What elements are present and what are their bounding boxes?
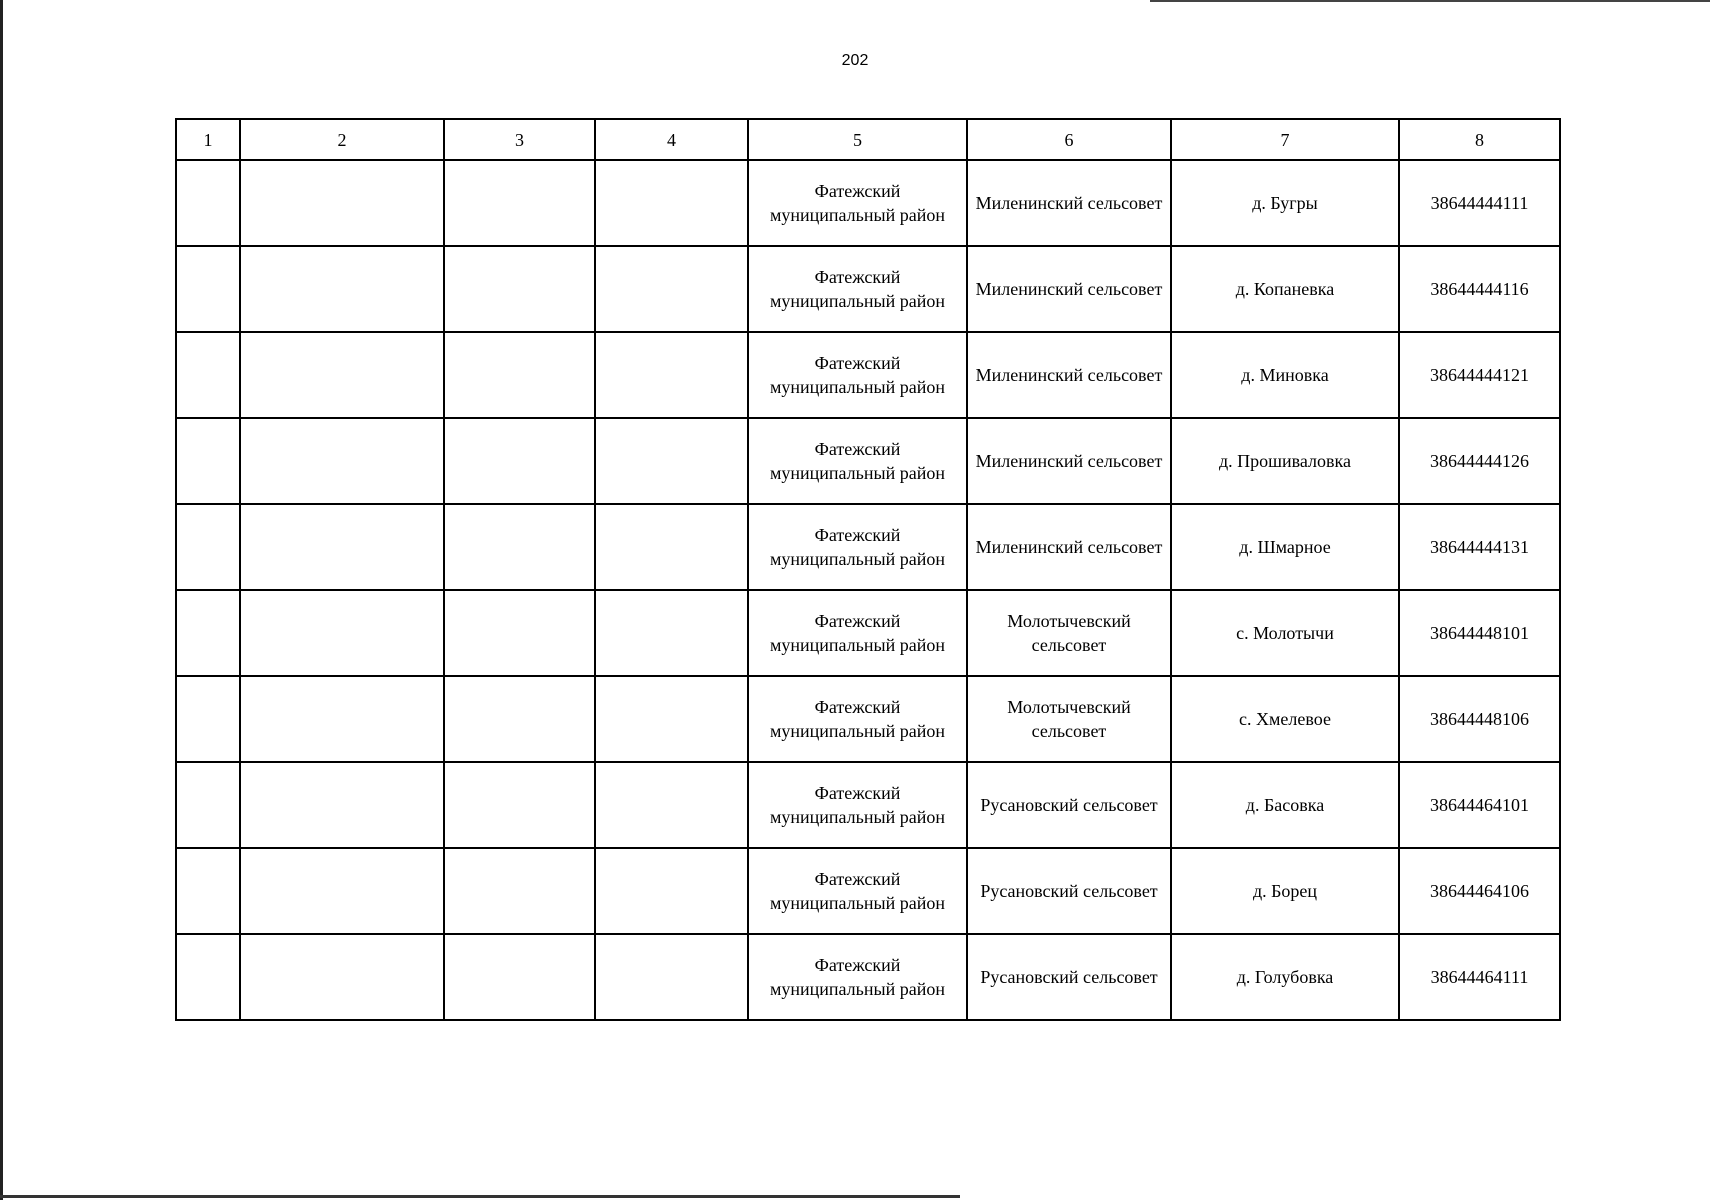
cell-col3	[444, 160, 595, 246]
header-cell: 1	[176, 119, 240, 160]
cell-col3	[444, 504, 595, 590]
cell-col2	[240, 246, 444, 332]
cell-district: Фатежский муниципальный район	[748, 762, 967, 848]
cell-col4	[595, 590, 748, 676]
table-row	[176, 332, 1560, 418]
cell-district: Фатежский муниципальный район	[748, 590, 967, 676]
cell-district: Фатежский муниципальный район	[748, 160, 967, 246]
cell-col4	[595, 246, 748, 332]
cell-col4	[595, 762, 748, 848]
cell-col4	[595, 934, 748, 1020]
cell-code: 38644444131	[1399, 504, 1560, 590]
cell-col3	[444, 762, 595, 848]
header-cell: 7	[1171, 119, 1399, 160]
cell-settlement: с. Молотычи	[1171, 590, 1399, 676]
cell-col4	[595, 504, 748, 590]
cell-col1	[176, 590, 240, 676]
cell-col3	[444, 332, 595, 418]
table-row	[176, 762, 1560, 848]
cell-col2	[240, 762, 444, 848]
cell-district: Фатежский муниципальный район	[748, 418, 967, 504]
cell-col1	[176, 504, 240, 590]
cell-council: Молотычевский сельсовет	[967, 590, 1171, 676]
cell-council: Миленинский сельсовет	[967, 332, 1171, 418]
cell-council: Молотычевский сельсовет	[967, 676, 1171, 762]
cell-settlement: д. Борец	[1171, 848, 1399, 934]
table-row	[176, 504, 1560, 590]
cell-code: 38644464111	[1399, 934, 1560, 1020]
cell-col1	[176, 762, 240, 848]
cell-col2	[240, 934, 444, 1020]
table-row	[176, 418, 1560, 504]
header-cell: 4	[595, 119, 748, 160]
cell-col1	[176, 418, 240, 504]
cell-col2	[240, 504, 444, 590]
cell-col2	[240, 676, 444, 762]
cell-col2	[240, 590, 444, 676]
cell-council: Русановский сельсовет	[967, 848, 1171, 934]
cell-col4	[595, 676, 748, 762]
cell-settlement: д. Басовка	[1171, 762, 1399, 848]
scan-top-line	[1150, 0, 1710, 2]
cell-council: Миленинский сельсовет	[967, 160, 1171, 246]
cell-code: 38644464101	[1399, 762, 1560, 848]
cell-col1	[176, 246, 240, 332]
cell-col2	[240, 160, 444, 246]
header-cell: 6	[967, 119, 1171, 160]
cell-col1	[176, 676, 240, 762]
cell-col1	[176, 160, 240, 246]
cell-code: 38644444121	[1399, 332, 1560, 418]
data-table	[175, 118, 1561, 1021]
page-number: 202	[841, 52, 869, 69]
cell-council: Русановский сельсовет	[967, 934, 1171, 1020]
cell-col2	[240, 848, 444, 934]
cell-settlement: д. Шмарное	[1171, 504, 1399, 590]
cell-col2	[240, 418, 444, 504]
cell-col3	[444, 246, 595, 332]
header-cell: 3	[444, 119, 595, 160]
cell-council: Миленинский сельсовет	[967, 418, 1171, 504]
header-cell: 5	[748, 119, 967, 160]
cell-district: Фатежский муниципальный район	[748, 934, 967, 1020]
cell-code: 38644444116	[1399, 246, 1560, 332]
cell-col4	[595, 418, 748, 504]
table-row	[176, 246, 1560, 332]
cell-settlement: с. Хмелевое	[1171, 676, 1399, 762]
cell-code: 38644444126	[1399, 418, 1560, 504]
cell-settlement: д. Голубовка	[1171, 934, 1399, 1020]
cell-council: Русановский сельсовет	[967, 762, 1171, 848]
table-row	[176, 590, 1560, 676]
cell-district: Фатежский муниципальный район	[748, 246, 967, 332]
cell-settlement: д. Миновка	[1171, 332, 1399, 418]
table-row	[176, 934, 1560, 1020]
cell-council: Миленинский сельсовет	[967, 246, 1171, 332]
cell-council: Миленинский сельсовет	[967, 504, 1171, 590]
header-row	[176, 119, 1560, 160]
cell-code: 38644444111	[1399, 160, 1560, 246]
scan-left-edge	[0, 0, 3, 1200]
cell-district: Фатежский муниципальный район	[748, 848, 967, 934]
cell-col1	[176, 332, 240, 418]
cell-col4	[595, 332, 748, 418]
cell-col1	[176, 848, 240, 934]
cell-col3	[444, 676, 595, 762]
cell-col3	[444, 418, 595, 504]
header-cell: 8	[1399, 119, 1560, 160]
cell-district: Фатежский муниципальный район	[748, 504, 967, 590]
cell-district: Фатежский муниципальный район	[748, 332, 967, 418]
cell-col4	[595, 160, 748, 246]
cell-col3	[444, 934, 595, 1020]
cell-settlement: д. Бугры	[1171, 160, 1399, 246]
cell-settlement: д. Прошиваловка	[1171, 418, 1399, 504]
table-row	[176, 160, 1560, 246]
cell-code: 38644448106	[1399, 676, 1560, 762]
cell-district: Фатежский муниципальный район	[748, 676, 967, 762]
scan-bottom-line	[0, 1195, 960, 1198]
cell-col3	[444, 848, 595, 934]
cell-settlement: д. Копаневка	[1171, 246, 1399, 332]
cell-col3	[444, 590, 595, 676]
cell-col4	[595, 848, 748, 934]
cell-code: 38644464106	[1399, 848, 1560, 934]
table-row	[176, 848, 1560, 934]
cell-code: 38644448101	[1399, 590, 1560, 676]
table-row	[176, 676, 1560, 762]
cell-col2	[240, 332, 444, 418]
cell-col1	[176, 934, 240, 1020]
header-cell: 2	[240, 119, 444, 160]
